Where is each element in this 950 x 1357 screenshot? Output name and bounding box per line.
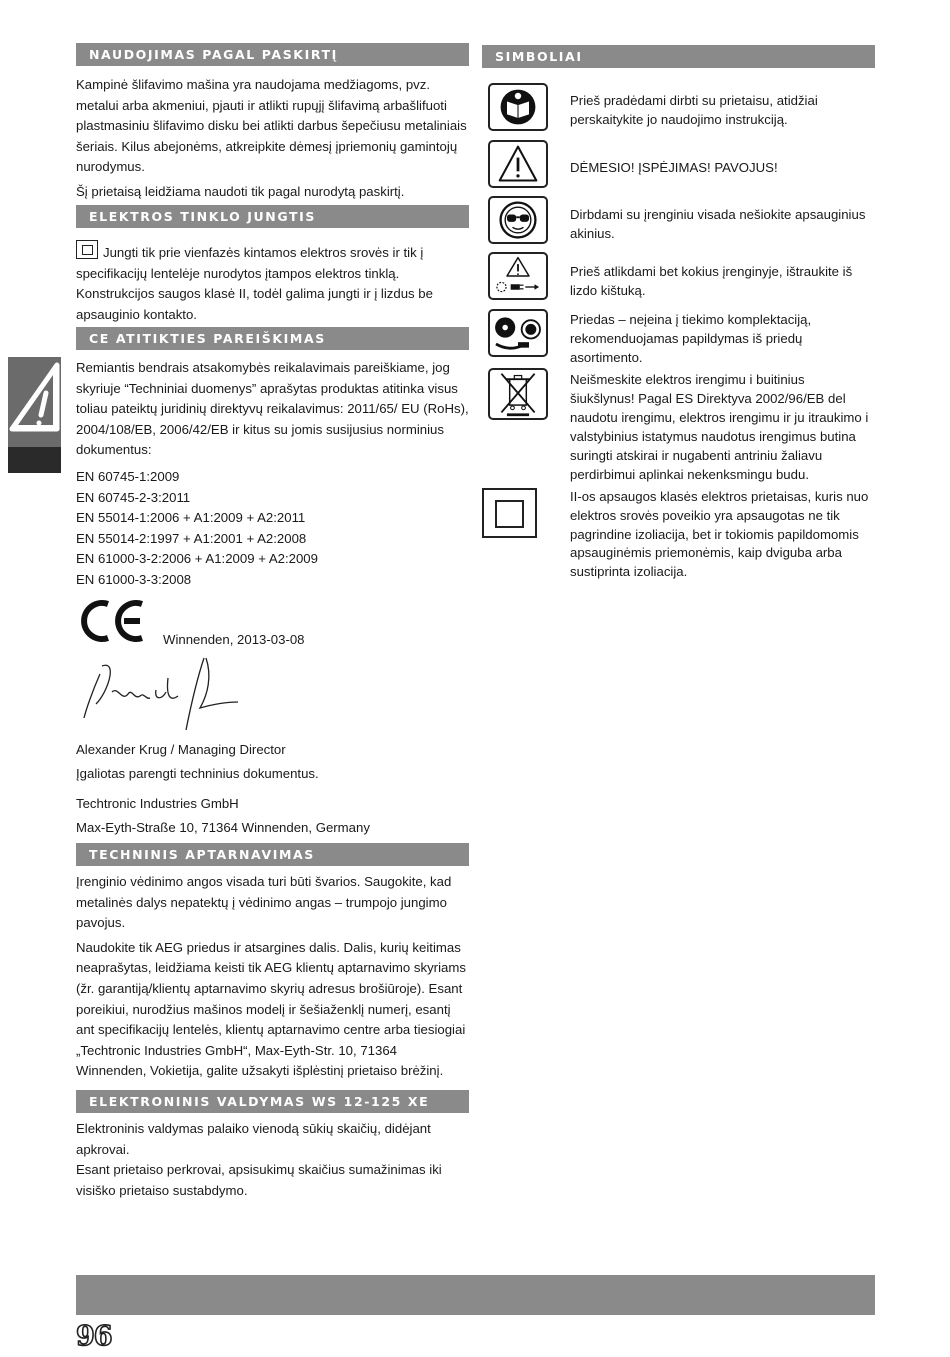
service-paragraph-2: Naudokite tik AEG priedus ir atsargines dalis. Dalis, kurių keitimas neaprašytas, leidžiama keisti tik AEG klientų aptarnavimo skyriams (žr. garantiją/klientų aptarnavimo skyrių adresus brošiūroje). Esant poreikiui, nurodžius mašinos modelį ir šešiaženklį numerį, esantį ant specifikacijų lentelės, klientų aptarnavimo centre arba tiesiogiai „Techtronic Industries GmbH“, Max-Eyth-Str. 10, 71364 Winnenden, Vokietija, galite užsakyti išplėstinį prietaiso brėžinį.	[76, 939, 466, 1079]
standard-item: EN 60745-1:2009	[76, 468, 180, 484]
authorized-note: Įgaliotas parengti techninius dokumentus.	[76, 765, 319, 781]
symbol-text-accessories: Priedas – neįeina į tiekimo komplektaciją, rekomenduojamas papildymas iš priedų asortimento.	[570, 312, 812, 365]
crossed-bin-icon	[488, 368, 548, 420]
intended-use-text	[76, 75, 470, 203]
section-header-ce: CE ATITIKTIES PAREIŠKIMAS	[76, 327, 469, 350]
footer-bar	[76, 1275, 875, 1315]
symbol-text-class-ii: II-os apsaugos klasės elektros prietaisas, kuris nuo elektros srovės poveikio yra apsaugotas ne tik pagrindine izoliacija, bet ir tokiomis papildomomis apsauginėmis priemonėmis, kaip dviguba arba sustiprinta izoliacija.	[570, 489, 869, 580]
warning-triangle-icon	[488, 140, 548, 188]
place-date: Winnenden, 2013-03-08	[163, 632, 305, 647]
safety-goggles-icon	[488, 196, 548, 244]
service-paragraph-1: Įrenginio vėdinimo angos visada turi būti švarios. Saugokite, kad metalinės dalys nepatektų į vėdinimo angas – trumpojo jungimo pavojus.	[76, 874, 452, 931]
section-header-intended-use: NAUDOJIMAS PAGAL PASKIRTĮ	[76, 43, 469, 66]
signer-block	[76, 740, 470, 838]
signature-image	[78, 652, 243, 736]
mains-paragraph	[76, 240, 470, 325]
warning-exclamation-icon	[8, 357, 61, 447]
electronic-paragraph-2: Esant prietaiso perkrovai, apsisukimų skaičius sumažinimas iki visiško prietaiso sustabdymo.	[76, 1162, 442, 1198]
ce-text	[76, 358, 470, 591]
mains-text	[76, 240, 470, 325]
standard-item: EN 61000-3-3:2008	[76, 571, 192, 587]
ce-mark-logo	[80, 598, 146, 644]
unplug-warning-icon	[488, 252, 548, 300]
standard-item: EN 55014-1:2006 + A1:2009 + A2:2011	[76, 510, 306, 526]
warning-side-tab	[8, 357, 61, 473]
symbol-text-warning: DĖMESIO! ĮSPĖJIMAS! PAVOJUS!	[570, 160, 778, 175]
service-text	[76, 872, 470, 1082]
company-name: Techtronic Industries GmbH	[76, 796, 239, 812]
electronic-text	[76, 1119, 470, 1201]
symbol-text-read-manual: Prieš pradėdami dirbti su prietaisu, atidžiai perskaitykite jo naudojimo instrukciją.	[570, 93, 818, 127]
page-number: 96	[76, 1321, 112, 1352]
section-header-mains: ELEKTROS TINKLO JUNGTIS	[76, 205, 469, 228]
symbol-text-weee: Neišmeskite elektros irengimu i buitinius šiukšlynus! Pagal ES Direktyva 2002/96/EB del naudotu irengimu, elektros irengimu ir ju itraukimo i valstybinius istatymus naudotus irengimus butina suringti atskirai ir nugabenti antriniu žaliavu perdirbimui aplinkai nekenksmingu budu.	[570, 372, 869, 482]
accessories-icon	[488, 309, 548, 357]
symbol-text-goggles: Dirbdami su įrenginiu visada nešiokite apsauginius akinius.	[570, 207, 866, 241]
standard-item: EN 60745-2-3:2011	[76, 489, 191, 505]
intended-use-note: Šį prietaisą leidžiama naudoti tik pagal nurodytą paskirtį.	[76, 183, 405, 199]
symbol-text-unplug: Prieš atlikdami bet kokius įrenginyje, ištraukite iš lizdo kištuką.	[570, 264, 853, 298]
standards-list	[76, 467, 470, 591]
ce-paragraph: Remiantis bendrais atsakomybės reikalavimais pareiškiame, jog skyriuje “Techniniai duomenys” aprašytas produktas atitinka visus toliau pateiktų juridinių direktyvų reikalavimus: 2011/65/ EU (RoHs), 2004/108/EB, 2006/42/EB ir kitus su jomis susijusius norminius dokumentus:	[76, 360, 469, 458]
class-ii-icon	[482, 488, 537, 538]
class-ii-small-icon	[76, 240, 98, 259]
section-header-electronic: ELEKTRONINIS VALDYMAS WS 12-125 XE	[76, 1090, 469, 1113]
signer-name: Alexander Krug / Managing Director	[76, 742, 286, 757]
company-address: Max-Eyth-Straße 10, 71364 Winnenden, Germany	[76, 819, 370, 835]
intended-use-paragraph: Kampinė šlifavimo mašina yra naudojama medžiagoms, pvz. metalui arba akmeniui, pjauti ir atlikti rupųjį šlifavimą arbašlifuoti plastmasiniu šlifavimo disku bei atlikti darbus šepečiusu metaliniais šeriais. Kilus abejonėms, atkreipkite dėmesį įpriemonių gamintojų nurodymus.	[76, 77, 467, 175]
mains-paragraph-text: Jungti tik prie vienfazės kintamos elektros srovės ir tik į specifikacijų lentelėje nurodytos įtampos elektros tinklą. Konstrukcijos saugos klasė II, todėl galima jungti ir į lizdus be apsauginio kontakto.	[76, 245, 433, 322]
standard-item: EN 55014-2:1997 + A1:2001 + A2:2008	[76, 530, 307, 546]
section-header-symbols: SIMBOLIAI	[482, 45, 875, 68]
section-header-service: TECHNINIS APTARNAVIMAS	[76, 843, 469, 866]
standard-item: EN 61000-3-2:2006 + A1:2009 + A2:2009	[76, 551, 318, 567]
read-manual-icon	[488, 83, 548, 131]
electronic-paragraph-1: Elektroninis valdymas palaiko vienodą sūkių skaičių, didėjant apkrovai.	[76, 1121, 431, 1157]
